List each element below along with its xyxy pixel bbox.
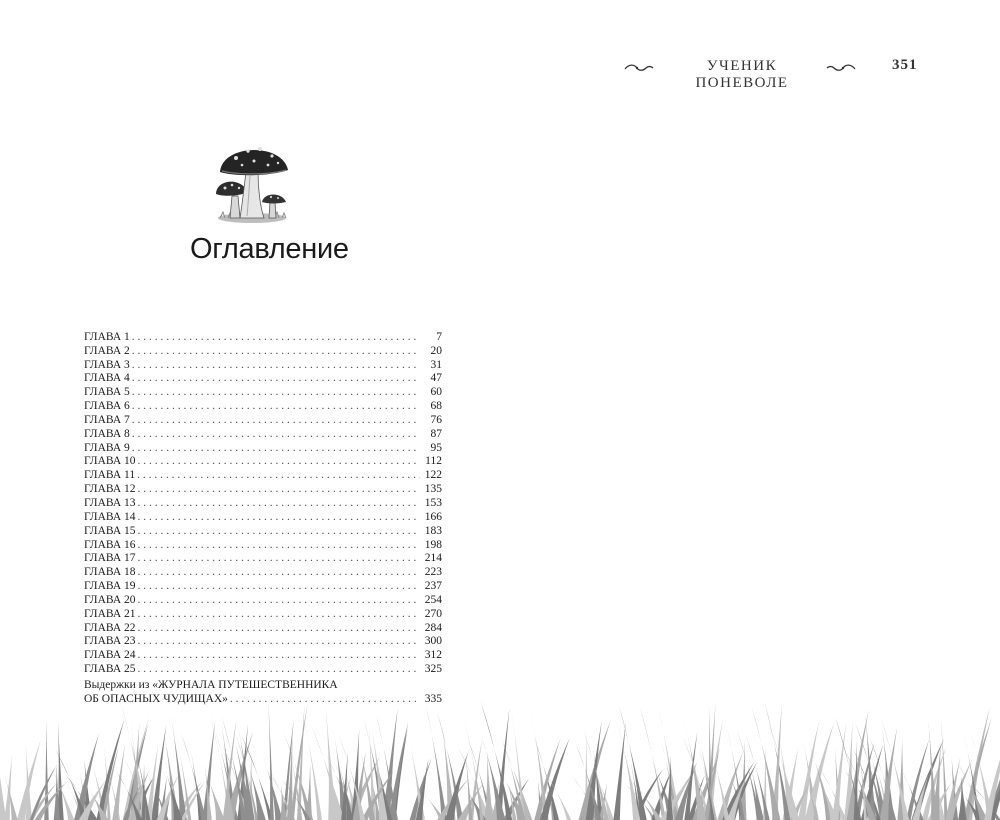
leader-dots bbox=[138, 483, 420, 496]
toc-entry-page: 214 bbox=[424, 552, 442, 565]
leader-dots bbox=[132, 345, 420, 358]
toc-entry-page: 135 bbox=[424, 483, 442, 496]
appendix-title-line1: Выдержки из «ЖУРНАЛА ПУТЕШЕСТВЕННИКА bbox=[84, 679, 338, 692]
toc-entry-title: ГЛАВА 1 bbox=[84, 330, 130, 343]
toc-entry[interactable] bbox=[84, 482, 442, 496]
leader-dots bbox=[137, 469, 420, 482]
toc-entry-title: ГЛАВА 19 bbox=[84, 580, 136, 593]
grass-blade bbox=[268, 703, 273, 820]
toc-entry[interactable] bbox=[84, 372, 442, 386]
grass-blade bbox=[613, 721, 625, 820]
toc-entry[interactable] bbox=[84, 413, 442, 427]
grass-blade bbox=[941, 717, 948, 820]
toc-entry-title: ГЛАВА 5 bbox=[84, 386, 130, 399]
toc-entry-page: 47 bbox=[430, 372, 442, 385]
toc-entry-page: 312 bbox=[424, 649, 442, 662]
leader-dots bbox=[132, 359, 420, 372]
toc-entry-page: 325 bbox=[424, 663, 442, 676]
leader-dots bbox=[132, 414, 420, 427]
toc-entry[interactable] bbox=[84, 635, 442, 649]
running-head bbox=[620, 57, 920, 91]
leader-dots bbox=[132, 428, 420, 441]
toc-entry[interactable] bbox=[84, 358, 442, 372]
toc-entry[interactable] bbox=[84, 468, 442, 482]
grass-border bbox=[0, 700, 1000, 820]
toc-entry[interactable] bbox=[84, 399, 442, 413]
grass-blade bbox=[96, 719, 124, 820]
toc-entry-page: 183 bbox=[424, 524, 442, 537]
grass-blade bbox=[426, 704, 447, 820]
appendix-page: 335 bbox=[424, 693, 442, 706]
leader-dots bbox=[138, 649, 420, 662]
toc-entry-page: 31 bbox=[430, 358, 442, 371]
leader-dots bbox=[132, 400, 420, 413]
toc-entry[interactable] bbox=[84, 330, 442, 344]
leader-dots bbox=[138, 608, 420, 621]
leader-dots bbox=[132, 372, 420, 385]
toc-entry-page: 95 bbox=[430, 441, 442, 454]
grass-blade bbox=[880, 727, 898, 820]
toc-entry-page: 284 bbox=[424, 621, 442, 634]
toc-entry-page: 112 bbox=[425, 455, 442, 468]
toc-entry[interactable] bbox=[84, 565, 442, 579]
toc-list bbox=[84, 330, 442, 706]
toc-entry-title: ГЛАВА 23 bbox=[84, 635, 136, 648]
toc-entry-page: 60 bbox=[430, 386, 442, 399]
leader-dots bbox=[138, 663, 420, 676]
toc-heading: Оглавление bbox=[190, 233, 349, 265]
leader-dots bbox=[138, 580, 420, 593]
toc-entry-title: ГЛАВА 9 bbox=[84, 441, 130, 454]
toc-entry[interactable] bbox=[84, 538, 442, 552]
toc-entry-page: 122 bbox=[424, 469, 442, 482]
toc-entry-title: ГЛАВА 6 bbox=[84, 400, 130, 413]
toc-entry-page: 270 bbox=[424, 607, 442, 620]
toc-entry-title: ГЛАВА 12 bbox=[84, 483, 136, 496]
toc-entry-title: ГЛАВА 7 bbox=[84, 413, 130, 426]
leader-dots bbox=[138, 566, 420, 579]
toc-entry-title: ГЛАВА 15 bbox=[84, 524, 136, 537]
grass-blade bbox=[0, 744, 6, 820]
toc-entry-page: 166 bbox=[424, 510, 442, 523]
toc-entry-page: 254 bbox=[424, 593, 442, 606]
toc-entry[interactable] bbox=[84, 648, 442, 662]
toc-entry[interactable] bbox=[84, 662, 442, 676]
leader-dots bbox=[138, 552, 420, 565]
toc-entry-title: ГЛАВА 21 bbox=[84, 607, 136, 620]
toc-entry-title: ГЛАВА 14 bbox=[84, 510, 136, 523]
leader-dots bbox=[138, 525, 420, 538]
toc-entry[interactable] bbox=[84, 607, 442, 621]
toc-entry-title: ГЛАВА 13 bbox=[84, 496, 136, 509]
toc-entry-title: ГЛАВА 3 bbox=[84, 358, 130, 371]
leader-dots bbox=[138, 511, 420, 524]
toc-entry[interactable] bbox=[84, 427, 442, 441]
toc-entry-title: ГЛАВА 24 bbox=[84, 649, 136, 662]
toc-entry-page: 198 bbox=[424, 538, 442, 551]
mushroom-icon bbox=[210, 136, 294, 226]
leader-dots bbox=[138, 455, 420, 468]
toc-entry[interactable] bbox=[84, 496, 442, 510]
toc-entry-title: ГЛАВА 16 bbox=[84, 538, 136, 551]
toc-entry[interactable] bbox=[84, 593, 442, 607]
toc-entry-title: ГЛАВА 25 bbox=[84, 663, 136, 676]
leader-dots bbox=[138, 635, 420, 648]
toc-entry-page: 300 bbox=[424, 635, 442, 648]
flourish-left-icon bbox=[624, 62, 654, 74]
toc-entry-page: 153 bbox=[424, 496, 442, 509]
toc-entry-page: 223 bbox=[424, 566, 442, 579]
leader-dots bbox=[132, 386, 420, 399]
toc-entry-title: ГЛАВА 8 bbox=[84, 427, 130, 440]
toc-entry-title: ГЛАВА 17 bbox=[84, 552, 136, 565]
toc-entry-title: ГЛАВА 11 bbox=[84, 469, 136, 482]
flourish-right-icon bbox=[826, 62, 856, 74]
toc-entry[interactable] bbox=[84, 385, 442, 399]
leader-dots bbox=[138, 622, 420, 635]
leader-dots bbox=[138, 539, 420, 552]
appendix-title-line2: ОБ ОПАСНЫХ ЧУДИЩАХ» bbox=[84, 693, 228, 706]
leader-dots bbox=[132, 331, 420, 344]
toc-entry[interactable] bbox=[84, 455, 442, 469]
leader-dots bbox=[138, 594, 420, 607]
toc-entry[interactable] bbox=[84, 441, 442, 455]
toc-entry-page: 68 bbox=[430, 400, 442, 413]
toc-entry-page: 20 bbox=[430, 344, 442, 357]
toc-entry[interactable] bbox=[84, 621, 442, 635]
toc-entry[interactable] bbox=[84, 344, 442, 358]
toc-entry-page: 237 bbox=[424, 580, 442, 593]
toc-entry[interactable] bbox=[84, 524, 442, 538]
toc-entry[interactable] bbox=[84, 579, 442, 593]
toc-entry-page: 76 bbox=[430, 413, 442, 426]
toc-entry-title: ГЛАВА 22 bbox=[84, 621, 136, 634]
toc-entry-title: ГЛАВА 20 bbox=[84, 593, 136, 606]
toc-entry-title: ГЛАВА 10 bbox=[84, 455, 136, 468]
toc-entry-page: 87 bbox=[430, 427, 442, 440]
toc-entry-page: 7 bbox=[436, 330, 442, 343]
running-title: УЧЕНИК ПОНЕВОЛЕ bbox=[695, 58, 789, 91]
toc-entry-title: ГЛАВА 4 bbox=[84, 372, 130, 385]
toc-entry[interactable] bbox=[84, 552, 442, 566]
leader-dots bbox=[132, 442, 420, 455]
leader-dots bbox=[138, 497, 420, 510]
page-number: 351 bbox=[892, 57, 918, 73]
toc-entry-title: ГЛАВА 18 bbox=[84, 566, 136, 579]
toc-entry[interactable] bbox=[84, 510, 442, 524]
toc-entry-title: ГЛАВА 2 bbox=[84, 344, 130, 357]
